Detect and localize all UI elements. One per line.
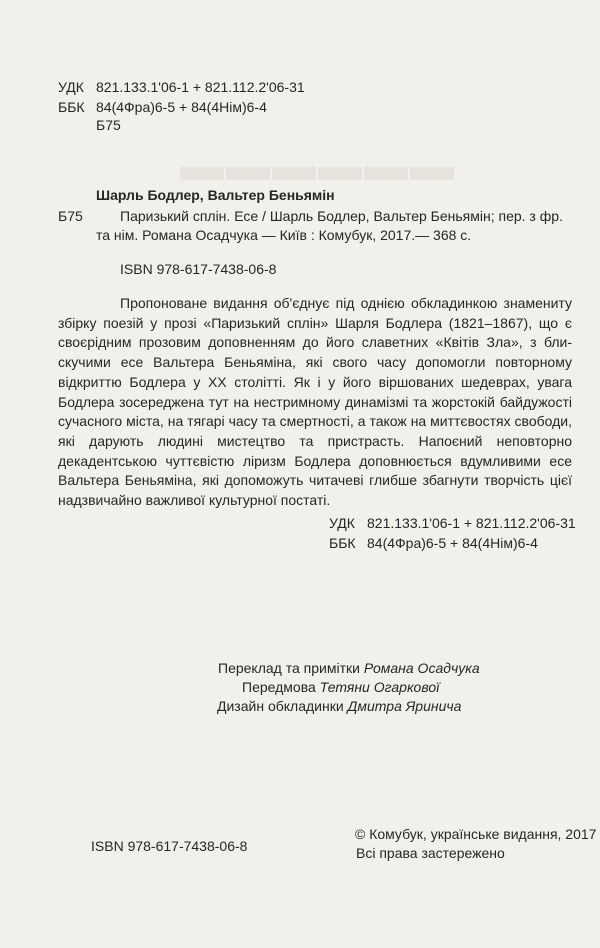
credit-design [217,698,461,715]
top-bbk-label: ББК [58,99,85,115]
show-through-decoration: ▬▬▬▬▬▬ [180,141,456,190]
credit-foreword-name: Тетяни Огаркової [319,679,440,695]
top-udk-value: 821.133.1'06-1 + 821.112.2'06-31 [96,79,305,95]
bottom-bbk-line [329,535,538,552]
credit-translation-name: Романа Осадчука [363,660,480,676]
credit-foreword [242,679,439,696]
footer-isbn: ISBN 978-617-7438-06-8 [91,838,248,854]
credit-translation-label: Переклад та примітки [218,660,360,676]
top-author-mark: Б75 [96,117,121,133]
catalog-description-line-2: та нім. Романа Осадчука — Київ : Комубук, 2017.— 368 с. [96,227,472,243]
catalog-authors: Шарль Бодлер, Вальтер Беньямін [96,187,335,203]
catalog-mark: Б75 [58,208,83,224]
top-bbk-line [58,99,267,116]
bottom-udk-value: 821.133.1'06-1 + 821.112.2'06-31 [367,515,576,531]
bottom-bbk-label: ББК [329,535,356,551]
top-udk-line [58,79,305,96]
top-bbk-value: 84(4Фра)6-5 + 84(4Нім)6-4 [96,99,267,115]
footer-rights: Всі права застережено [356,845,505,861]
annotation-paragraph: Пропоноване видання об'єднує під однією обкладинкою знамениту збірку поезій у прозі «Паризький сплін» Шарля Бодлера (1821–1867), що є своєрідним прозовим доповненням до його славетних «Квітів Зла», з блискучими есе Вальтера Беньяміна, які свого часу допомогли повторному відкриттю Бодлера у ХХ столітті. Як і у його віршованих шедеврах, увага Бодлера зосереджена тут на нестримному динамізмі та жорстокій байдужості сучасного міста, на тягарі часу та смертності, а також на миттєвостях свободи, які дарують людині мистецтво та пристрасть. Напоєний неповторно декадентською чуттєвістю ліризм Бодлера доповнюється вдумливими есе Вальтера Беньяміна, які допоможуть читачеві глибше збагнути творчість цієї надзвичайно важливої культурної постаті. [58,295,572,509]
credit-translation [218,660,480,677]
credit-foreword-label: Передмова [242,679,316,695]
catalog-isbn: ISBN 978-617-7438-06-8 [120,261,277,277]
catalog-description-line-1: Паризький сплін. Есе / Шарль Бодлер, Вальтер Беньямін; пер. з фр. [120,208,563,224]
bottom-udk-label: УДК [329,515,355,531]
credit-design-label: Дизайн обкладинки [217,698,344,714]
credit-design-name: Дмитра Яринича [347,698,462,714]
bottom-bbk-value: 84(4Фра)6-5 + 84(4Нім)6-4 [367,535,538,551]
bottom-udk-line [329,515,576,532]
top-udk-label: УДК [58,79,84,95]
footer-copyright: © Комубук, українське видання, 2017 [355,826,597,842]
